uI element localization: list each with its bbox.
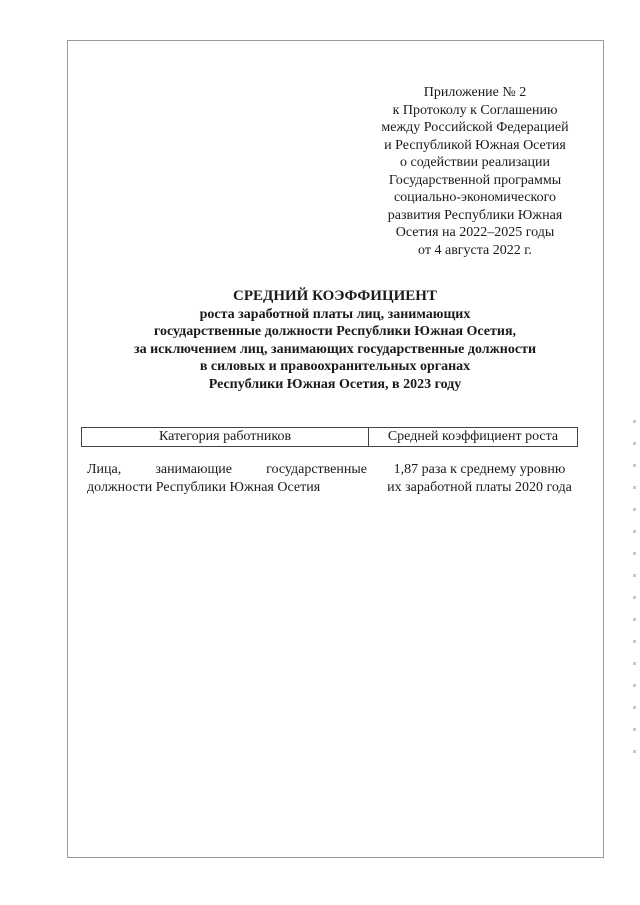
table-header [81,427,578,447]
document-title [70,288,600,393]
title-line: в силовых и правоохранительных органах [199,359,471,374]
appendix-line: Государственной программы [388,172,562,188]
appendix-line: Осетия на 2022–2025 годы [395,225,555,240]
scan-edge-marks [633,420,636,760]
coefficient-table [81,427,578,496]
title-line: государственные должности Республики Южная Осетия, [153,324,517,339]
appendix-line: Приложение № 2 [423,85,527,100]
table-row [81,461,578,496]
appendix-line: от 4 августа 2022 г. [418,242,532,258]
appendix-line: между Российской Федерацией [381,120,569,135]
cell-category-line: должности Республики Южная Осетия [87,479,321,495]
header-coefficient: Средней коэффициент роста [387,429,559,444]
appendix-line: социально-экономического [393,190,557,205]
cell-category-line: Лица, занимающие государственные [87,462,367,477]
title-line: роста заработной платы лиц, занимающих [199,306,471,322]
appendix-line: о содействии реализации [400,155,550,170]
title-line: за исключением лиц, занимающих государственные должности [133,341,537,357]
cell-coefficient-line: их заработной платы 2020 года [387,479,572,495]
appendix-line: и Республикой Южная Осетия [384,137,566,153]
cell-coefficient [371,461,578,496]
appendix-line: развития Республики Южная [387,207,563,223]
cell-coefficient-line: 1,87 раза к среднему уровню [393,462,566,477]
header-category: Категория работников [82,428,369,446]
appendix-line: к Протоколу к Соглашению [392,102,558,118]
title-line: Республики Южная Осетия, в 2023 году [208,376,462,392]
cell-category [81,461,371,496]
appendix-block [360,84,590,259]
document-main-title: СРЕДНИЙ КОЭФФИЦИЕНТ [233,288,437,304]
